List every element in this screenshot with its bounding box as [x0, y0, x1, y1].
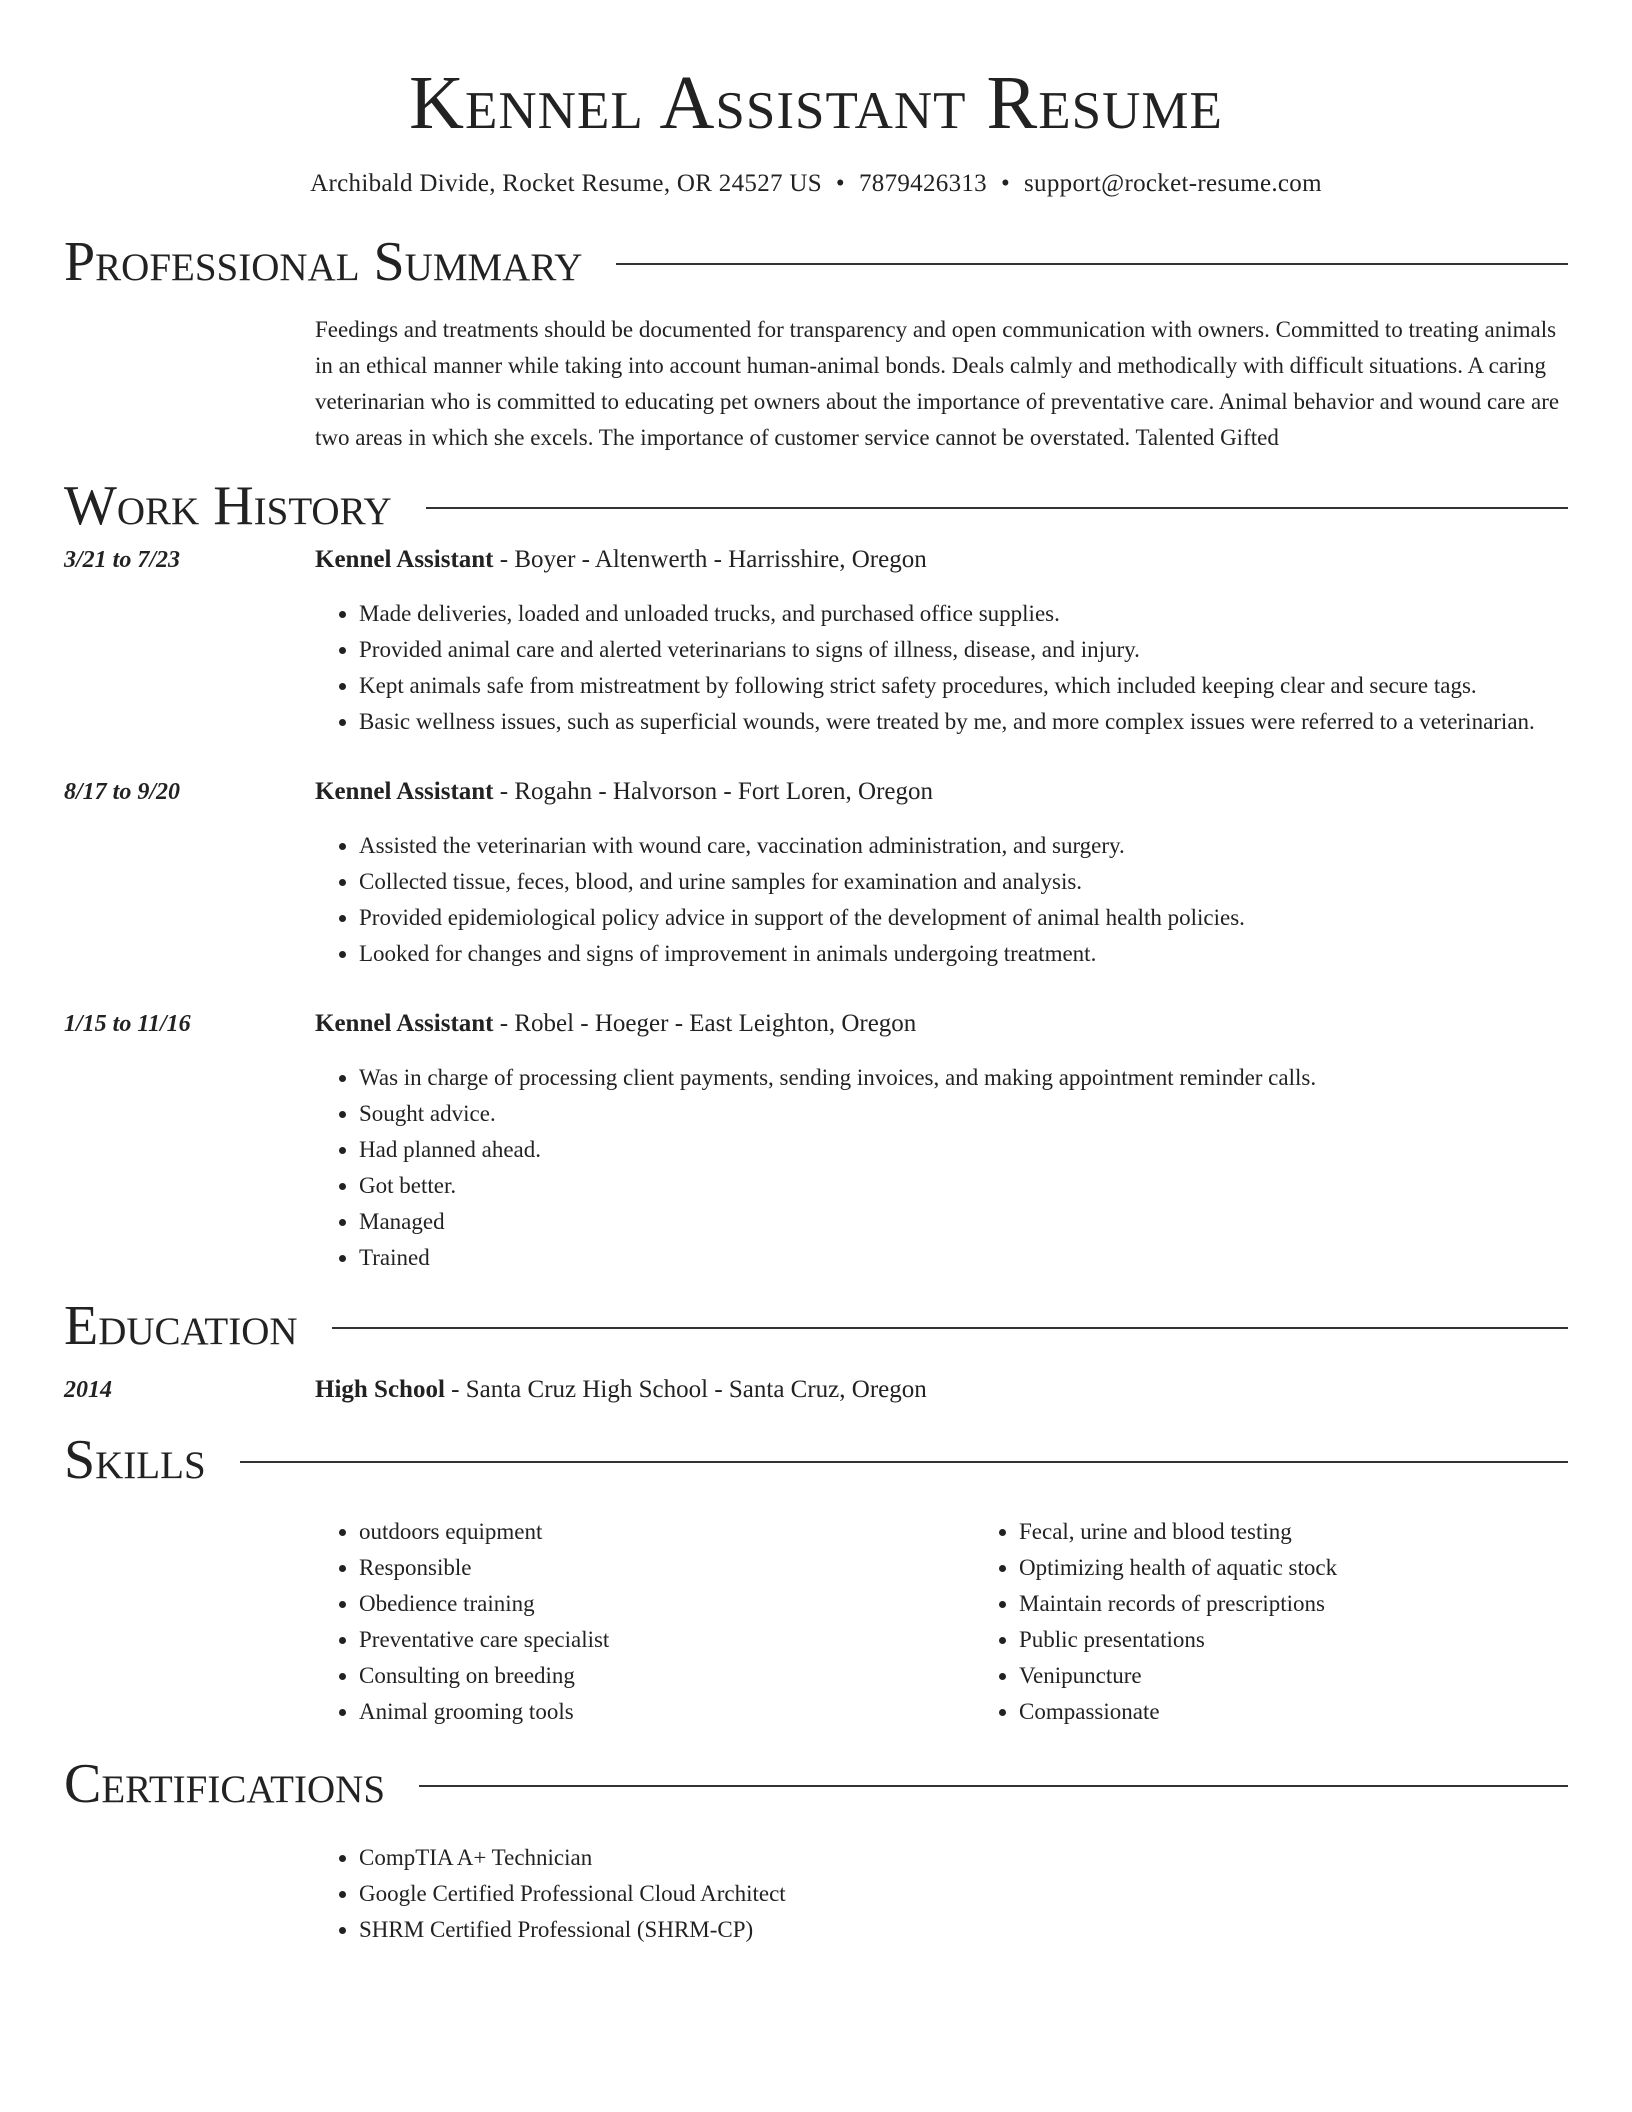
list-item: • Basic wellness issues, such as superficial wounds, were treated by me, and more complex issues were referred to a veterinarian. [359, 704, 1568, 740]
skill-item: • Preventative care specialist [359, 1622, 975, 1658]
section-divider [426, 507, 1568, 509]
job-heading [315, 1006, 1568, 1042]
list-item: • Collected tissue, feces, blood, and urine samples for examination and analysis. [359, 864, 1568, 900]
education-section-header [64, 1294, 1568, 1358]
skills-section-header [64, 1428, 1568, 1492]
contact-line [64, 168, 1568, 200]
skill-item: • outdoors equipment [359, 1514, 975, 1550]
job-bullets [315, 1060, 1568, 1276]
list-item: • Had planned ahead. [359, 1132, 1568, 1168]
section-divider [332, 1327, 1568, 1329]
work-section-header [64, 474, 1568, 538]
resume-title: Kennel Assistant Resume [409, 61, 1223, 145]
contact-separator: • [835, 170, 845, 197]
skill-item: • Consulting on breeding [359, 1658, 975, 1694]
section-title-work: Work History [64, 475, 392, 537]
section-divider [240, 1461, 1568, 1463]
summary-text: Feedings and treatments should be documented for transparency and open communication with owners. Committed to treating animals in an ethical manner while taking into account human-animal bonds. Deals calmly and methodically with difficult situations. A caring veterinarian who is committed to educating pet owners about the importance of preventative care. Animal behavior and wound care are two areas in which she excels. The importance of customer service cannot be overstated. Talented Gifted [315, 317, 1560, 450]
certifications-body [315, 1840, 1568, 1948]
skills-body [315, 1514, 1568, 1730]
job-bullets [315, 828, 1568, 972]
job-title: Kennel Assistant [315, 778, 494, 805]
list-item: • Was in charge of processing client payments, sending invoices, and making appointment reminder calls. [359, 1060, 1568, 1096]
skill-item: • Venipuncture [1019, 1658, 1568, 1694]
job-content [315, 1006, 1568, 1276]
section-divider [419, 1785, 1568, 1787]
contact-phone: 7879426313 [858, 170, 987, 197]
job-employer: - Robel - Hoeger - East Leighton, Oregon [493, 1010, 917, 1037]
list-item: • Assisted the veterinarian with wound care, vaccination administration, and surgery. [359, 828, 1568, 864]
job-heading [315, 774, 1568, 810]
job-dates: 3/21 to 7/23 [64, 547, 181, 573]
list-item: • Provided epidemiological policy advice in support of the development of animal health policies. [359, 900, 1568, 936]
list-item: • Trained [359, 1240, 1568, 1276]
job-dates: 8/17 to 9/20 [64, 779, 181, 805]
list-item: • Looked for changes and signs of improvement in animals undergoing treatment. [359, 936, 1568, 972]
job-entry [64, 774, 1568, 972]
list-item: • Managed [359, 1204, 1568, 1240]
skills-grid [315, 1514, 1568, 1730]
skill-item: • Optimizing health of aquatic stock [1019, 1550, 1568, 1586]
education-school: - Santa Cruz High School - Santa Cruz, Oregon [444, 1376, 927, 1403]
certification-item: • CompTIA A+ Technician [359, 1840, 1568, 1876]
job-employer: - Rogahn - Halvorson - Fort Loren, Oregon [493, 778, 934, 805]
certifications-list [315, 1840, 1568, 1948]
section-title-education: Education [64, 1295, 298, 1357]
job-content [315, 774, 1568, 972]
skill-item: • Maintain records of prescriptions [1019, 1586, 1568, 1622]
list-item: • Made deliveries, loaded and unloaded trucks, and purchased office supplies. [359, 596, 1568, 632]
section-title-skills: Skills [64, 1429, 206, 1491]
list-item: • Kept animals safe from mistreatment by following strict safety procedures, which included keeping clear and secure tags. [359, 668, 1568, 704]
job-title: Kennel Assistant [315, 1010, 494, 1037]
certification-item: • Google Certified Professional Cloud Architect [359, 1876, 1568, 1912]
job-entry [64, 1006, 1568, 1276]
contact-email[interactable]: support@rocket-resume.com [1024, 170, 1322, 197]
job-employer: - Boyer - Altenwerth - Harrisshire, Oregon [493, 546, 927, 573]
job-bullets [315, 596, 1568, 740]
list-item: • Sought advice. [359, 1096, 1568, 1132]
certifications-section-header [64, 1752, 1568, 1816]
section-divider [616, 263, 1568, 265]
education-year: 2014 [64, 1377, 112, 1403]
job-content [315, 542, 1568, 740]
resume-page [64, 0, 1568, 1948]
summary-section-header [64, 230, 1568, 294]
certification-item: • SHRM Certified Professional (SHRM-CP) [359, 1912, 1568, 1948]
skills-list-left [315, 1514, 975, 1730]
job-heading [315, 542, 1568, 578]
skill-item: • Animal grooming tools [359, 1694, 975, 1730]
skill-item: • Compassionate [1019, 1694, 1568, 1730]
section-title-summary: Professional Summary [64, 231, 583, 293]
education-heading [315, 1372, 1568, 1408]
education-degree: High School [315, 1376, 445, 1403]
job-dates: 1/15 to 11/16 [64, 1011, 191, 1037]
job-entry [64, 542, 1568, 740]
skill-item: • Responsible [359, 1550, 975, 1586]
contact-separator: • [1000, 170, 1011, 197]
summary-body [315, 312, 1568, 456]
job-title: Kennel Assistant [315, 546, 494, 573]
section-title-certifications: Certifications [64, 1753, 386, 1815]
contact-address: Archibald Divide, Rocket Resume, OR 24527 US [310, 170, 822, 197]
education-content [315, 1372, 1568, 1408]
skill-item: • Public presentations [1019, 1622, 1568, 1658]
skills-list-right [975, 1514, 1568, 1730]
list-item: • Provided animal care and alerted veterinarians to signs of illness, disease, and injury. [359, 632, 1568, 668]
list-item: • Got better. [359, 1168, 1568, 1204]
skill-item: • Obedience training [359, 1586, 975, 1622]
skill-item: • Fecal, urine and blood testing [1019, 1514, 1568, 1550]
education-entry [64, 1372, 1568, 1408]
